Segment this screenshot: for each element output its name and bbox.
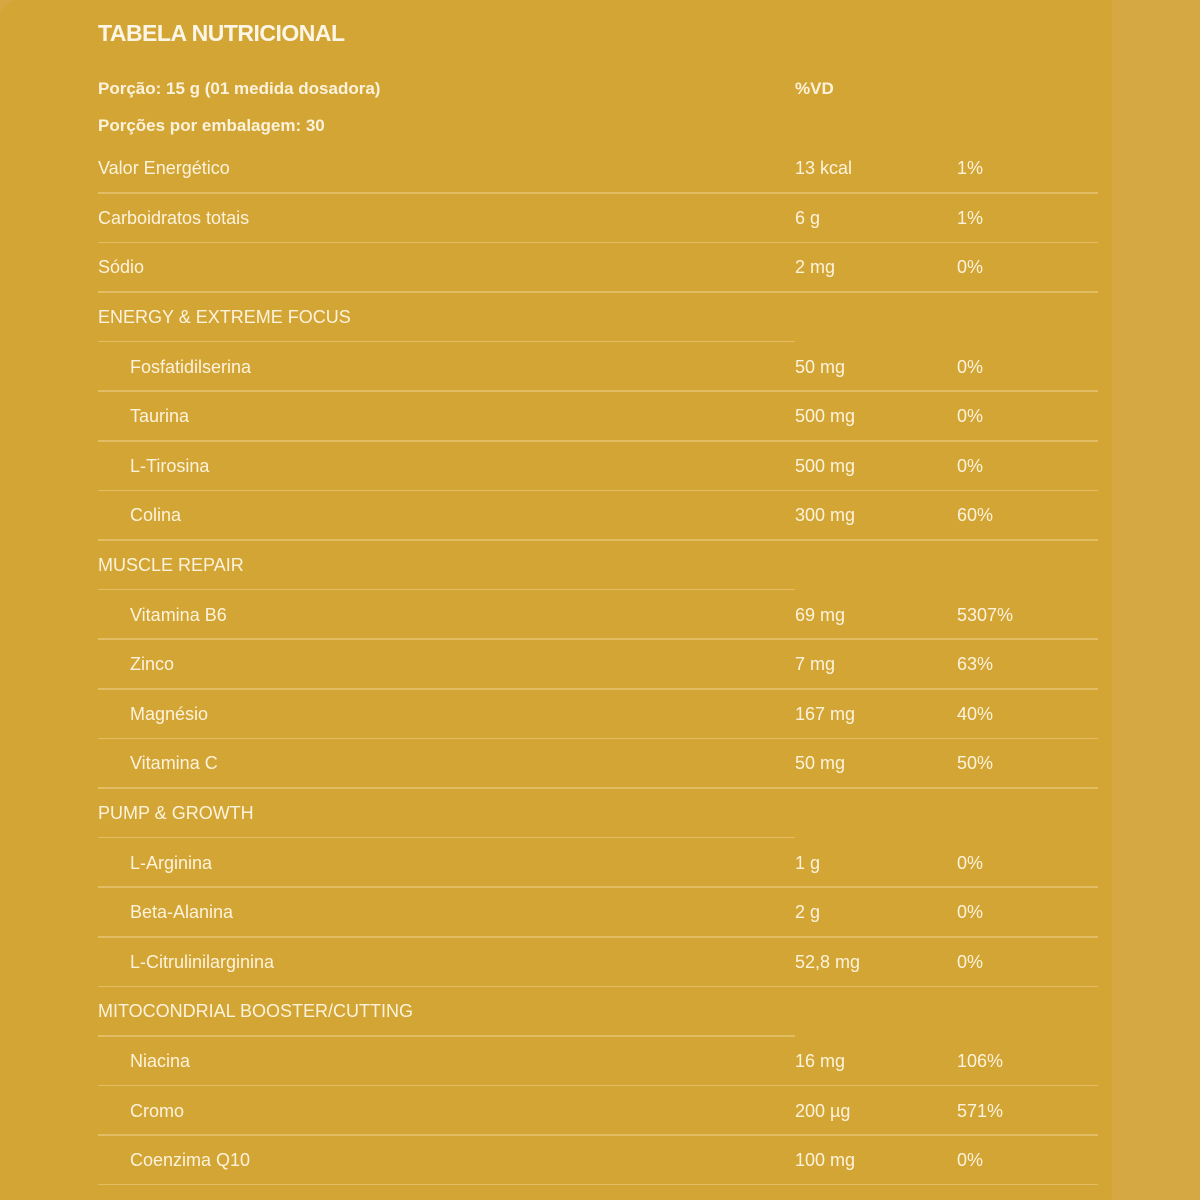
table-row (98, 1136, 1098, 1186)
nutrient-vd: 50% (957, 753, 994, 774)
table-row (98, 442, 1098, 492)
table-row (98, 938, 1098, 988)
nutrient-vd: 63% (957, 654, 994, 675)
nutrient-amount: 52,8 mg (795, 951, 861, 972)
nutrient-amount: 2 mg (795, 257, 836, 278)
nutrient-name: Colina (130, 505, 182, 526)
portion-label: Porção: 15 g (01 medida dosadora) (98, 78, 381, 98)
nutrient-amount: 2 g (795, 902, 821, 923)
nutrient-vd: 60% (957, 505, 994, 526)
table-row (98, 491, 1098, 541)
table-row (98, 838, 1098, 888)
nutrient-amount: 167 mg (795, 703, 856, 724)
servings-label: Porções por embalagem: 30 (98, 115, 325, 135)
nutrient-amount: 300 mg (795, 505, 856, 526)
nutrient-name: L-Tirosina (130, 455, 210, 476)
table-row (98, 590, 1098, 640)
nutrient-amount: 69 mg (795, 604, 846, 625)
group-label: MUSCLE REPAIR (98, 555, 244, 576)
nutrient-name: Cromo (130, 1100, 185, 1121)
vd-header: %VD (795, 78, 834, 98)
nutrient-amount: 200 µg (795, 1100, 851, 1121)
nutrient-amount: 1 g (795, 852, 821, 873)
nutrient-name: Zinco (130, 654, 175, 675)
nutrient-vd: 0% (957, 902, 984, 923)
group-label: PUMP & GROWTH (98, 803, 254, 824)
nutrient-vd: 0% (957, 455, 984, 476)
table-row (98, 739, 1098, 789)
table-row (98, 640, 1098, 690)
nutrient-name: Sódio (98, 257, 145, 278)
nutrient-amount: 13 kcal (795, 158, 853, 179)
table-row (98, 690, 1098, 740)
nutrient-vd: 0% (957, 852, 984, 873)
nutrient-amount: 500 mg (795, 455, 856, 476)
nutrition-table (98, 70, 1098, 1185)
nutrient-amount: 100 mg (795, 1150, 856, 1171)
group-header-row (98, 293, 1098, 343)
nutrient-name: L-Citrulinilarginina (130, 951, 275, 972)
nutrient-amount: 50 mg (795, 356, 846, 377)
nutrient-name: Vitamina B6 (130, 604, 227, 625)
group-label: ENERGY & EXTREME FOCUS (98, 307, 351, 328)
table-row (98, 392, 1098, 442)
nutrient-vd: 0% (957, 1150, 984, 1171)
table-row (98, 243, 1098, 293)
nutrient-name: Fosfatidilserina (130, 356, 252, 377)
nutrient-amount: 500 mg (795, 406, 856, 427)
nutrient-name: Magnésio (130, 703, 209, 724)
nutrient-vd: 1% (957, 207, 984, 228)
table-row (98, 342, 1098, 392)
group-label: MITOCONDRIAL BOOSTER/CUTTING (98, 1001, 414, 1022)
nutrient-vd: 1% (957, 158, 984, 179)
group-header-row (98, 789, 1098, 839)
table-row (98, 1037, 1098, 1087)
table-row (98, 1086, 1098, 1136)
nutrient-amount: 7 mg (795, 654, 836, 675)
nutrient-name: Beta-Alanina (130, 902, 234, 923)
page-title: TABELA NUTRICIONAL (98, 20, 345, 46)
nutrient-name: Vitamina C (130, 753, 218, 774)
portion-row (98, 70, 1098, 107)
nutrient-vd: 5307% (957, 604, 1014, 625)
table-row (98, 194, 1098, 244)
nutrient-amount: 6 g (795, 207, 821, 228)
table-row (98, 144, 1098, 194)
nutrient-vd: 0% (957, 356, 984, 377)
nutrient-amount: 16 mg (795, 1050, 846, 1071)
nutrient-vd: 571% (957, 1100, 1004, 1121)
nutrient-vd: 106% (957, 1050, 1004, 1071)
nutrient-name: L-Arginina (130, 852, 213, 873)
nutrient-vd: 0% (957, 406, 984, 427)
group-header-row (98, 541, 1098, 591)
nutrient-amount: 50 mg (795, 753, 846, 774)
nutrient-vd: 40% (957, 703, 994, 724)
table-body (98, 144, 1098, 1185)
nutrient-name: Coenzima Q10 (130, 1150, 251, 1171)
nutrient-name: Carboidratos totais (98, 207, 250, 228)
nutrient-vd: 0% (957, 257, 984, 278)
nutrient-name: Valor Energético (98, 158, 230, 179)
nutrient-vd: 0% (957, 951, 984, 972)
table-row (98, 888, 1098, 938)
nutrient-name: Taurina (130, 406, 190, 427)
nutrient-name: Niacina (130, 1050, 191, 1071)
group-header-row (98, 987, 1098, 1037)
servings-row (98, 107, 1098, 144)
